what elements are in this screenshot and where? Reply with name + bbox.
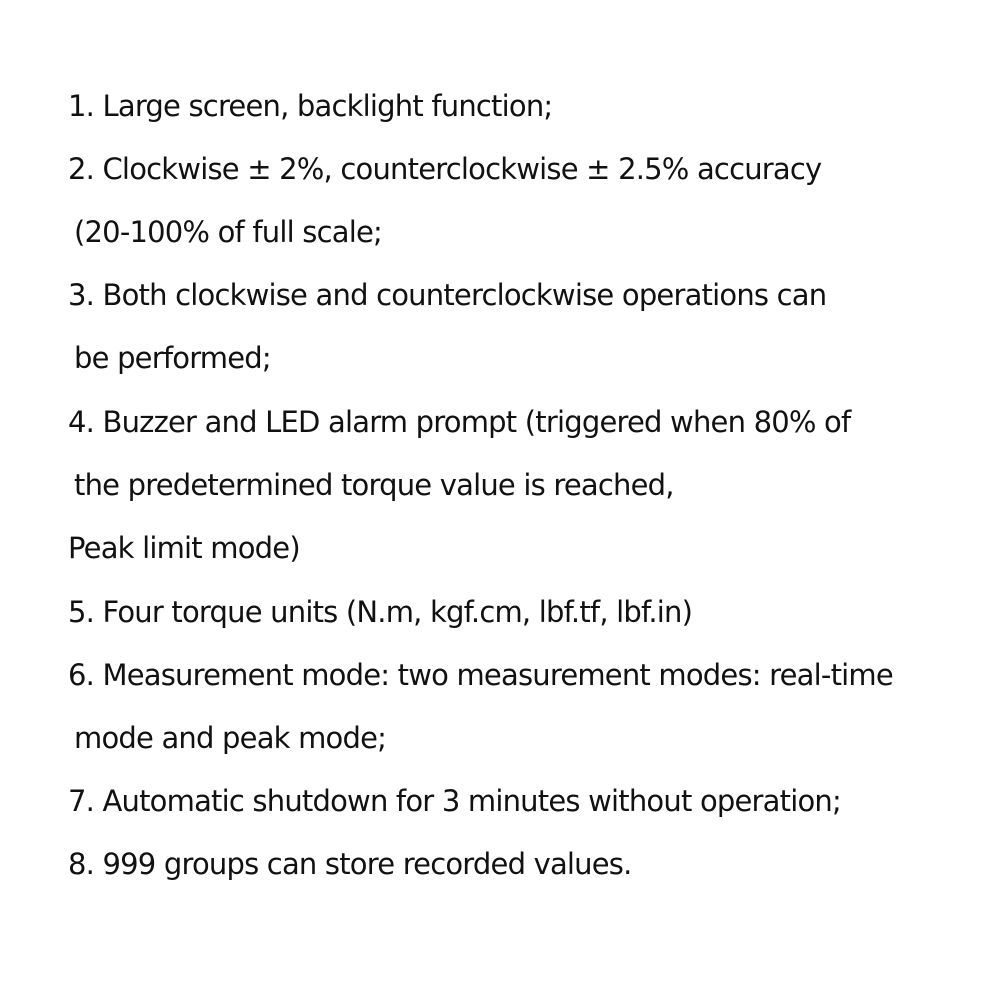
feature-line-5: 5. Four torque units (N.m, kgf.cm, lbf.tf, lbf.in) bbox=[68, 595, 693, 629]
feature-line-3: 3. Both clockwise and counterclockwise operations can bbox=[68, 278, 827, 312]
feature-line-2: 2. Clockwise ± 2%, counterclockwise ± 2.5% accuracy bbox=[68, 152, 822, 186]
feature-line-4-cont: the predetermined torque value is reached, bbox=[74, 468, 674, 502]
feature-line-6: 6. Measurement mode: two measurement modes: real-time bbox=[68, 658, 893, 692]
feature-line-4: 4. Buzzer and LED alarm prompt (triggered when 80% of bbox=[68, 405, 851, 439]
feature-line-6-cont: mode and peak mode; bbox=[74, 721, 387, 755]
feature-line-7: 7. Automatic shutdown for 3 minutes without operation; bbox=[68, 784, 841, 818]
feature-line-2-cont: (20-100% of full scale; bbox=[74, 215, 382, 249]
feature-line-1: 1. Large screen, backlight function; bbox=[68, 89, 553, 123]
feature-line-3-cont: be performed; bbox=[74, 341, 271, 375]
feature-line-4-cont-2: Peak limit mode) bbox=[68, 531, 300, 565]
feature-line-8: 8. 999 groups can store recorded values. bbox=[68, 847, 632, 881]
